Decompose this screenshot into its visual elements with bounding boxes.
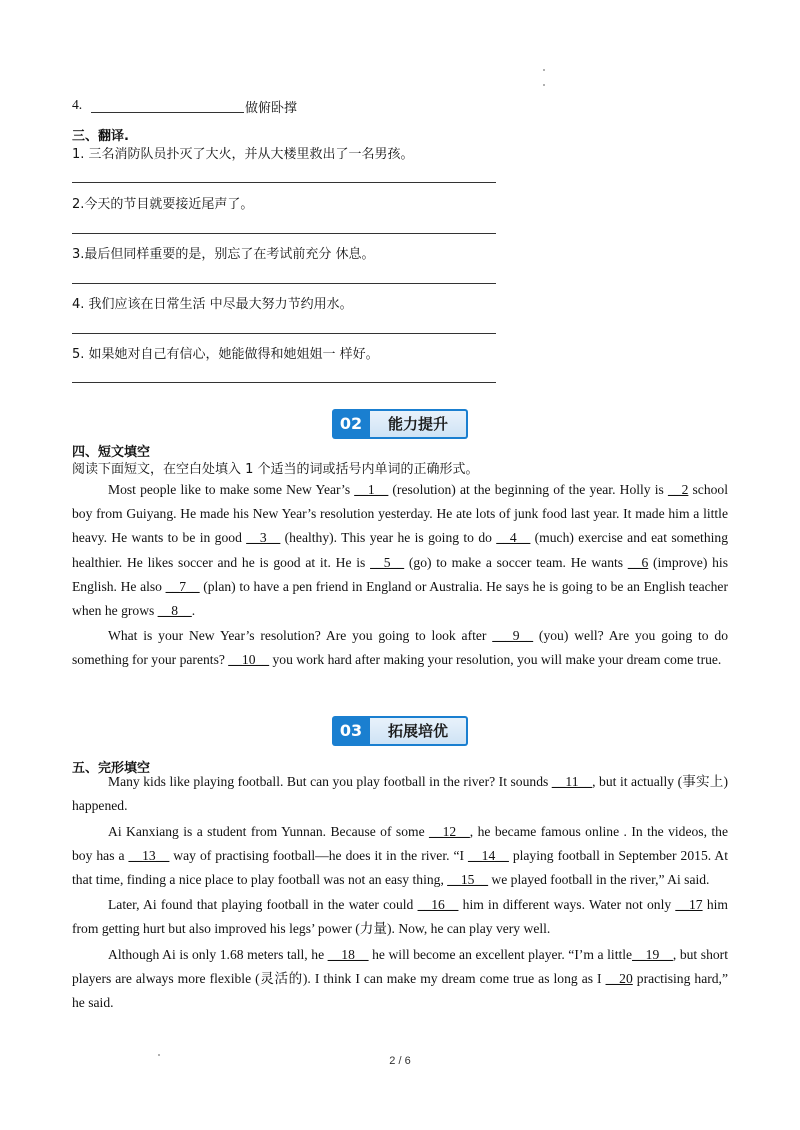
answer-blank: __16__ (417, 897, 459, 912)
passage-paragraph (72, 624, 728, 672)
answer-blank: __1__ (354, 482, 389, 497)
answer-blank: __18__ (327, 947, 369, 962)
answer-blank: __14__ (468, 848, 509, 864)
passage-text: (you) well? Are you going to do something for your parents? (72, 628, 728, 668)
cloze-paragraph (72, 893, 728, 941)
passage-text: you work hard after making your resolution, you will make your dream come true. (269, 652, 722, 668)
passage-text: (healthy). This year he is going to do (280, 530, 497, 546)
answer-blank: __17 (675, 897, 703, 912)
answer-blank: __13__ (128, 848, 170, 864)
passage-text: him from getting hurt but also improved his legs’ power (力量). Now, he can play very well. (72, 897, 728, 937)
passage-text: him in different ways. Water not only (458, 897, 676, 912)
answer-line (72, 182, 496, 183)
answer-line (72, 283, 496, 284)
passage-text: Ai Kanxiang is a student from Yunnan. Because of some (108, 824, 430, 839)
section5-heading: 五、完形填空 (72, 761, 151, 776)
badge-number: 03 (332, 716, 370, 746)
passage-text: , he became famous online . In the videos, the boy has a (72, 824, 728, 864)
translation-item-3: 3.最后但同样重要的是，别忘了在考试前充分 休息。 (72, 247, 375, 262)
passage-text: Most people like to make some New Year’s (108, 482, 355, 497)
passage-text: (go) to make a soccer team. He wants (404, 554, 628, 570)
translation-item-5: 5. 如果她对自己有信心，她能做得和她姐姐一 样好。 (72, 347, 379, 362)
passage-text: (plan) to have a pen friend in England or Australia. He says he is going to be an English teacher when he grows (72, 578, 728, 619)
para-content (72, 947, 728, 1010)
cloze-paragraph (72, 820, 728, 893)
section4-instruction: 阅读下面短文，在空白处填入 1 个适当的词或括号内单词的正确形式。 (72, 462, 479, 477)
para-content (72, 482, 728, 618)
answer-blank: __5__ (370, 554, 405, 570)
answer-blank: __12__ (429, 824, 470, 839)
badge-label: 拓展培优 (370, 716, 468, 746)
section3-heading: 三、翻译. (72, 129, 129, 144)
para-content (72, 824, 728, 887)
passage-text: he will become an excellent player. “I’m a little (368, 947, 633, 962)
badge-number: 02 (332, 409, 370, 439)
passage-text: (much) exercise and eat something healthier. He likes soccer and he is good at it. He is (72, 530, 728, 570)
item-4-blank-line (91, 112, 244, 113)
translation-item-2: 2.今天的节目就要接近尾声了。 (72, 197, 254, 212)
passage-text: What is your New Year’s resolution? Are you going to look after (108, 628, 493, 643)
passage-text: . (191, 603, 196, 619)
translation-item-1: 1. 三名消防队员扑灭了大火，并从大楼里救出了一名男孩。 (72, 147, 414, 162)
cloze-paragraph (72, 943, 728, 1016)
passage-text: school boy from Guiyang. He made his New Year’s resolution yesterday. He ate lots of junk food last year. It made him a little heavy. He wants to be in good (72, 482, 729, 546)
answer-blank: __3__ (246, 530, 281, 546)
answer-blank: __11__ (551, 774, 593, 789)
answer-blank: __7__ (165, 578, 200, 594)
passage-text: Later, Ai found that playing football in the water could (108, 897, 418, 912)
passage-text: , but short players are always more flexible (灵活的). I think I can make my dream come true as long as I (72, 947, 728, 987)
para-content (72, 628, 728, 667)
answer-blank: __8__ (157, 603, 192, 619)
item-4-number: 4. (72, 97, 83, 112)
passage-text: we played football in the river,” Ai said. (488, 872, 710, 888)
section4-heading: 四、短文填空 (72, 445, 151, 460)
passage-text: practising hard,” he said. (72, 971, 728, 1011)
passage-text: Although Ai is only 1.68 meters tall, he (108, 947, 328, 962)
passage-text: (resolution) at the beginning of the year. Holly is (388, 482, 668, 497)
passage-text: (improve) his English. He also (72, 554, 728, 594)
speck (543, 69, 545, 71)
passage-text: Many kids like playing football. But can you play football in the river? It sounds (108, 774, 552, 789)
passage-text: playing football in September 2015. At that time, finding a nice place to play football was not an easy thing, (72, 848, 728, 888)
answer-blank: __20 (605, 971, 633, 987)
passage-text: , but it actually (事实上) happened. (72, 774, 729, 814)
answer-line (72, 333, 496, 334)
answer-line (72, 233, 496, 234)
answer-blank: __15__ (447, 872, 489, 888)
translation-item-4: 4. 我们应该在日常生活 中尽最大努力节约用水。 (72, 297, 353, 312)
para-content (72, 774, 728, 813)
answer-blank: __10__ (228, 652, 270, 668)
answer-blank: ___9__ (492, 628, 534, 643)
answer-blank: __4__ (496, 530, 531, 546)
para-content (72, 897, 728, 936)
badge-label: 能力提升 (370, 409, 468, 439)
page-number: 2 / 6 (389, 1055, 411, 1067)
answer-line (72, 382, 496, 383)
answer-blank: __19__ (632, 947, 673, 962)
speck (543, 84, 545, 86)
answer-blank: __2 (667, 482, 689, 497)
passage-text: way of practising football—he does it in the river. “I (169, 848, 469, 864)
item-4-text: 做俯卧撑 (245, 101, 298, 116)
passage-paragraph (72, 478, 728, 623)
answer-blank: __6 (627, 554, 649, 570)
cloze-paragraph (72, 770, 728, 818)
